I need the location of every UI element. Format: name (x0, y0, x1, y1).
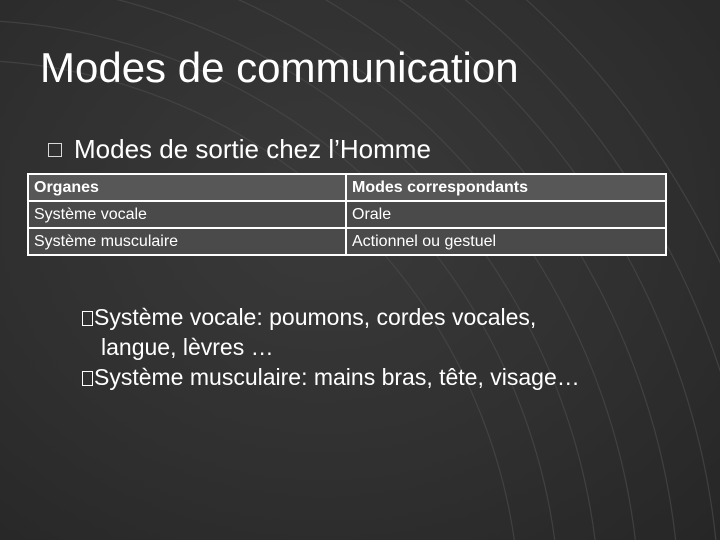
note-text: Système musculaire: mains bras, tête, visage… (94, 364, 580, 390)
table-cell-mode: Orale (346, 201, 666, 228)
box-bullet-icon (48, 143, 62, 157)
missing-glyph-icon (82, 311, 93, 326)
table-row (28, 201, 666, 228)
column-header-modes: Modes correspondants (346, 174, 666, 201)
column-header-organes: Organes (28, 174, 346, 201)
note-item (82, 362, 682, 392)
table-header-row (28, 174, 666, 201)
note-text: langue, lèvres … (101, 334, 274, 360)
missing-glyph-icon (82, 371, 93, 386)
table-row (28, 228, 666, 255)
slide-title: Modes de communication (40, 44, 519, 91)
subtitle: Modes de sortie chez l’Homme (74, 133, 431, 164)
note-text: Système vocale: poumons, cordes vocales, (94, 304, 537, 330)
note-item-continuation (82, 332, 682, 362)
table-cell-organe: Système musculaire (28, 228, 346, 255)
subtitle-bullet-item (48, 132, 431, 166)
organs-modes-table (27, 173, 667, 256)
table-cell-organe: Système vocale (28, 201, 346, 228)
table-cell-mode: Actionnel ou gestuel (346, 228, 666, 255)
notes-block (82, 302, 682, 392)
note-item (82, 302, 682, 332)
